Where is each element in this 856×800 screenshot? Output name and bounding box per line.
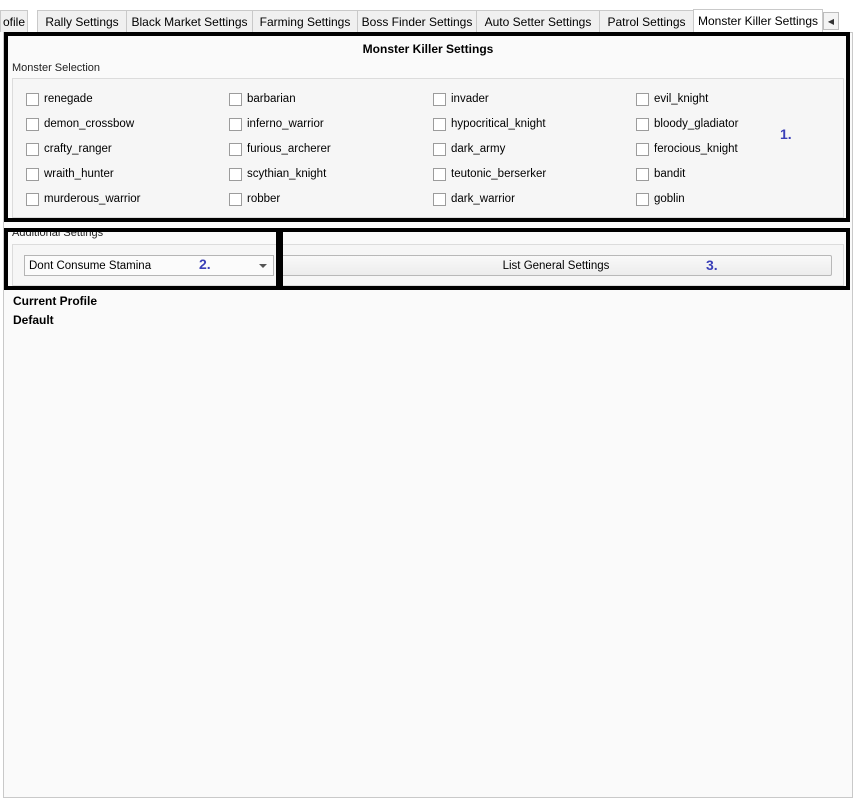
checkbox-box[interactable]	[229, 193, 242, 206]
monster-checkbox-teutonic-berserker[interactable]	[433, 166, 546, 182]
checkbox-box[interactable]	[636, 168, 649, 181]
tab-rally-settings[interactable]: Rally Settings	[37, 10, 127, 32]
stamina-select-value: Dont Consume Stamina	[29, 259, 152, 272]
monster-checkbox-evil-knight[interactable]	[636, 91, 708, 107]
monster-label: furious_archerer	[247, 143, 331, 155]
monster-checkbox-dark-army[interactable]	[433, 141, 505, 157]
checkbox-box[interactable]	[26, 168, 39, 181]
annotation-number-2: 2.	[199, 256, 211, 272]
tab-patrol-settings[interactable]: Patrol Settings	[599, 10, 694, 32]
checkbox-box[interactable]	[26, 93, 39, 106]
monster-checkbox-wraith-hunter[interactable]	[26, 166, 114, 182]
monster-label: goblin	[654, 193, 685, 205]
stamina-select[interactable]	[24, 255, 274, 276]
checkbox-box[interactable]	[26, 143, 39, 156]
current-profile-label: Current Profile	[13, 294, 98, 308]
checkbox-box[interactable]	[26, 193, 39, 206]
tab-auto-setter-settings[interactable]: Auto Setter Settings	[476, 10, 600, 32]
monster-checkbox-scythian-knight[interactable]	[229, 166, 326, 182]
checkbox-box[interactable]	[433, 143, 446, 156]
monster-checkbox-crafty-ranger[interactable]	[26, 141, 112, 157]
monster-checkbox-renegade[interactable]	[26, 91, 93, 107]
annotation-number-1: 1.	[780, 126, 792, 142]
monster-label: dark_army	[451, 143, 506, 155]
monster-checkbox-goblin[interactable]	[636, 191, 685, 207]
checkbox-box[interactable]	[229, 118, 242, 131]
monster-label: crafty_ranger	[44, 143, 112, 155]
checkbox-box[interactable]	[433, 118, 446, 131]
checkbox-box[interactable]	[636, 193, 649, 206]
monster-label: ferocious_knight	[654, 143, 738, 155]
list-general-settings-button[interactable]: List General Settings	[280, 255, 832, 276]
monster-checkbox-bloody-gladiator[interactable]	[636, 116, 738, 132]
monster-checkbox-invader[interactable]	[433, 91, 489, 107]
checkbox-box[interactable]	[636, 93, 649, 106]
monster-checkbox-barbarian[interactable]	[229, 91, 296, 107]
monster-checkbox-murderous-warrior[interactable]	[26, 191, 141, 207]
monster-label: hypocritical_knight	[451, 118, 546, 130]
monster-label: teutonic_berserker	[451, 168, 547, 180]
monster-selection-group	[12, 78, 844, 218]
monster-label: barbarian	[247, 93, 296, 105]
monster-checkbox-furious-archerer[interactable]	[229, 141, 331, 157]
checkbox-box[interactable]	[433, 168, 446, 181]
annotation-number-3: 3.	[706, 257, 718, 273]
monster-checkbox-inferno-warrior[interactable]	[229, 116, 324, 132]
monster-label: robber	[247, 193, 281, 205]
chevron-down-icon[interactable]	[259, 264, 267, 268]
checkbox-box[interactable]	[433, 93, 446, 106]
monster-checkbox-ferocious-knight[interactable]	[636, 141, 738, 157]
checkbox-box[interactable]	[26, 118, 39, 131]
monster-checkbox-robber[interactable]	[229, 191, 280, 207]
monster-label: invader	[451, 93, 489, 105]
tab-farming-settings[interactable]: Farming Settings	[252, 10, 358, 32]
monster-label: inferno_warrior	[247, 118, 324, 130]
monster-label: murderous_warrior	[44, 193, 141, 205]
checkbox-box[interactable]	[433, 193, 446, 206]
monster-label: wraith_hunter	[44, 168, 114, 180]
monster-selection-label: Monster Selection	[12, 62, 101, 74]
checkbox-box[interactable]	[636, 143, 649, 156]
checkbox-box[interactable]	[636, 118, 649, 131]
monster-label: evil_knight	[654, 93, 709, 105]
monster-label: demon_crossbow	[44, 118, 135, 130]
tab-monster-killer-settings[interactable]: Monster Killer Settings	[693, 9, 823, 32]
monster-checkbox-dark-warrior[interactable]	[433, 191, 515, 207]
tab-profile[interactable]: ofile	[0, 10, 28, 32]
monster-label: bloody_gladiator	[654, 118, 739, 130]
page-title: Monster Killer Settings	[362, 42, 494, 56]
monster-label: bandit	[654, 168, 686, 180]
monster-label: dark_warrior	[451, 193, 515, 205]
monster-checkbox-bandit[interactable]	[636, 166, 685, 182]
tab-bar	[0, 10, 856, 32]
monster-label: renegade	[44, 93, 93, 105]
tab-boss-finder-settings[interactable]: Boss Finder Settings	[357, 10, 477, 32]
checkbox-box[interactable]	[229, 143, 242, 156]
monster-checkbox-hypocritical-knight[interactable]	[433, 116, 546, 132]
monster-checkbox-demon-crossbow[interactable]	[26, 116, 134, 132]
additional-settings-label: Additional Settings	[12, 227, 104, 239]
checkbox-box[interactable]	[229, 93, 242, 106]
monster-label: scythian_knight	[247, 168, 327, 180]
current-profile-value: Default	[13, 313, 54, 327]
checkbox-box[interactable]	[229, 168, 242, 181]
arrow-left-icon[interactable]: ◀	[823, 12, 839, 30]
tab-black-market-settings[interactable]: Black Market Settings	[126, 10, 253, 32]
